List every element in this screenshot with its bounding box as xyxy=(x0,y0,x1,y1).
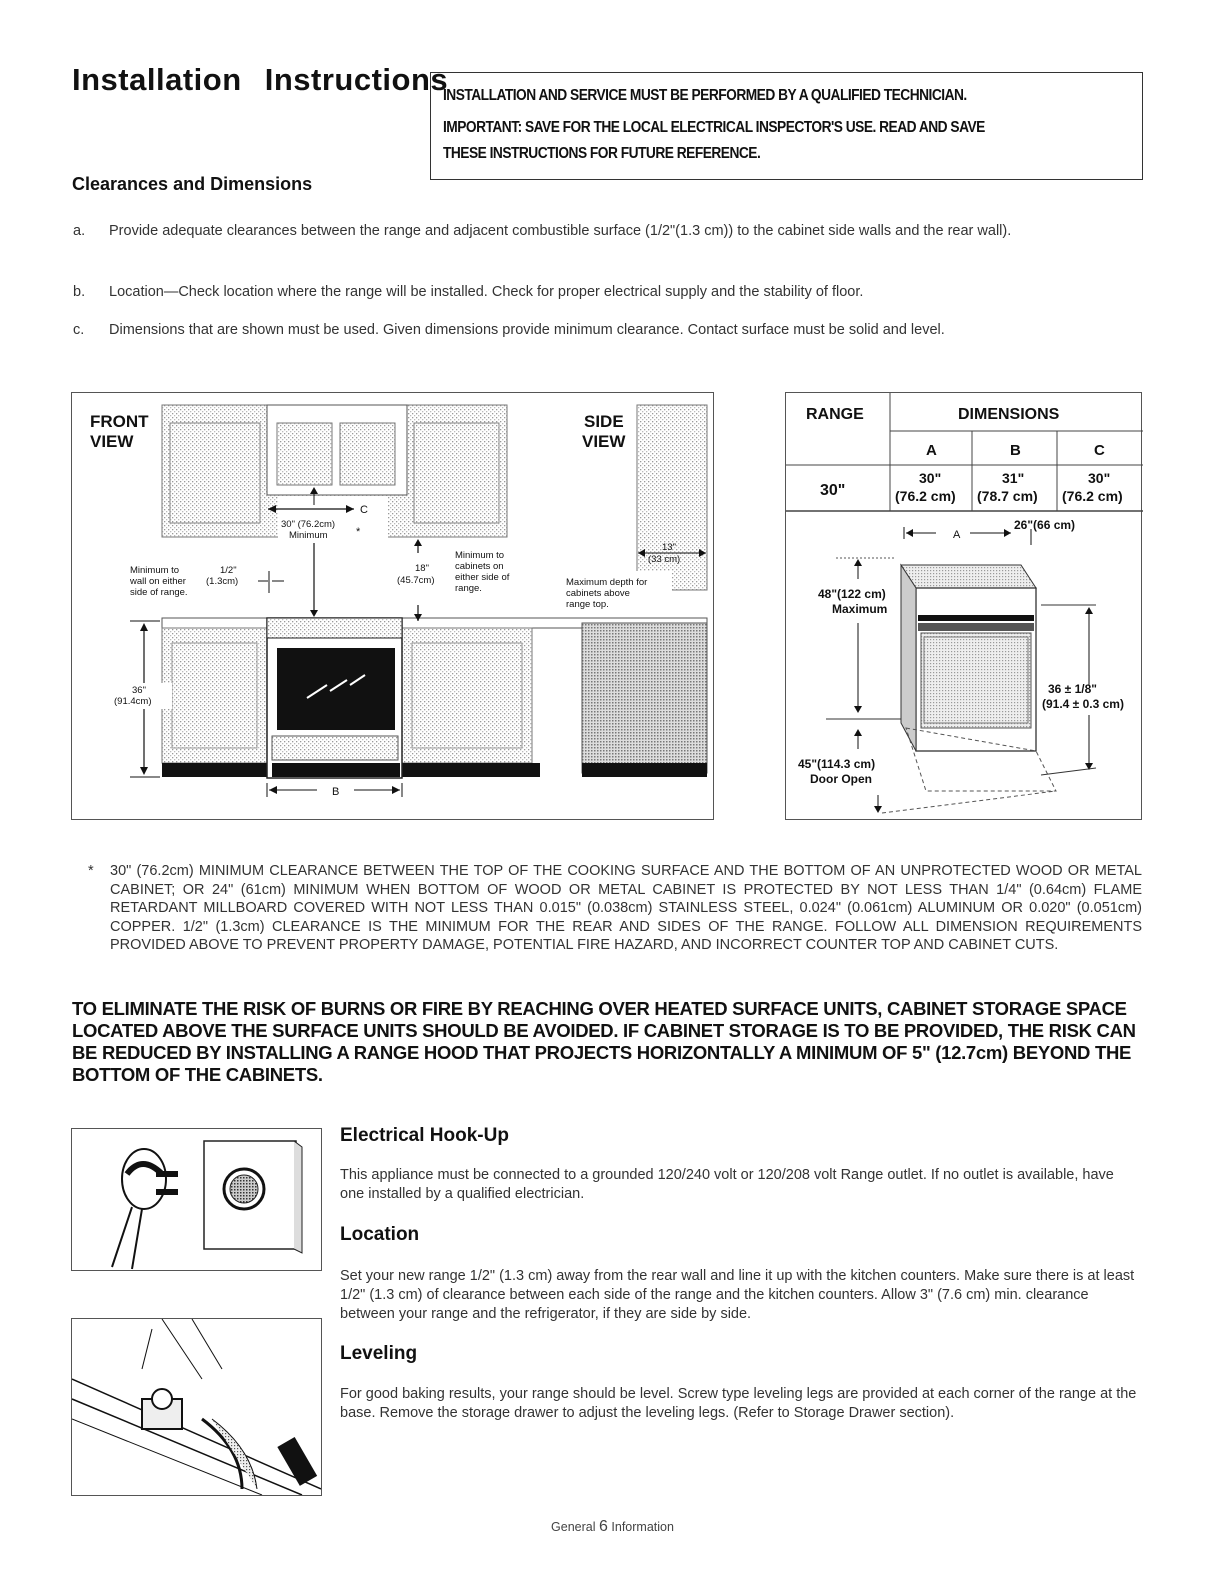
min-cabinets-line: Minimum to xyxy=(455,550,505,561)
location-text: Set your new range 1/2" (1.3 cm) away from the rear wall and line it up with the kitchen counters. Make sure there is at least 1/2" (1.3 cm) of clearance between each side of the range and the kitchen counters. Allow 3" (7.6 cm) min. clearance between your range and the refrigerator, if they are side by side. xyxy=(340,1268,1135,1322)
list-text: Dimensions that are shown must be used. Given dimensions provide minimum clearance. Contact surface must be solid and level. xyxy=(109,322,945,338)
side-range xyxy=(582,623,707,773)
location-heading: Location xyxy=(340,1224,420,1245)
height-36-line: (91.4 ± 0.3 cm) xyxy=(1042,697,1124,711)
value-c-inch: 30" xyxy=(1088,470,1111,486)
min-cabinets-line: range. xyxy=(455,583,482,594)
section-heading: Clearances and Dimensions xyxy=(72,174,313,194)
notice-line: THESE INSTRUCTIONS FOR FUTURE REFERENCE. xyxy=(443,145,761,162)
plug-outlet-icon xyxy=(72,1129,321,1270)
leveling-image xyxy=(71,1318,322,1496)
page-number: 6 xyxy=(599,1518,608,1535)
asterisk: * xyxy=(356,526,361,538)
notice-line: IMPORTANT: SAVE FOR THE LOCAL ELECTRICAL INSPECTOR'S USE. READ AND SAVE xyxy=(443,119,985,136)
electrical-text: This appliance must be connected to a grounded 120/240 volt or 120/208 volt Range outlet. If no outlet is available, have one installed by a qualified electrician. xyxy=(340,1167,1114,1202)
footnote-text: 30" (76.2cm) MINIMUM CLEARANCE BETWEEN THE TOP OF THE COOKING SURFACE AND THE BOTTOM OF AN UNPROTECTED WOOD OR METAL CABINET; OR 24" (61cm) MINIMUM WHEN BOTTOM OF WOOD OR METAL CABINET IS PROTECTED BY NOT LESS THAN 1/4" (0.64cm) FLAME RETARDANT MILLBOARD COVERED WITH NOT LESS THAN 0.015" (0.038cm) STAINLESS STEEL, 0.024" (0.061cm) ALUMINUM OR 0.020" (0.051cm) COPPER. 1/2" (1.3cm) CLEARANCE IS THE MINIMUM FOR THE REAR AND SIDES OF THE RANGE. FOLLOW ALL DIMENSION REQUIREMENTS PROVIDED ABOVE TO PREVENT PROPERTY DAMAGE, POTENTIAL FIRE HAZARD, AND INCORRECT COUNTER TOP AND CABINET CUTS. xyxy=(110,863,1142,953)
sub-header-c: C xyxy=(1094,442,1105,459)
warning-text: TO ELIMINATE THE RISK OF BURNS OR FIRE BY REACHING OVER HEATED SURFACE UNITS, CABINET STORAGE SPACE LOCATED ABOVE THE SURFACE UNITS SHOULD BE AVOIDED. IF CABINET STORAGE IS TO BE PROVIDED, THE RISK CAN BE REDUCED BY INSTALLING A RANGE HOOD THAT PROJECTS HORIZONTALLY A MINIMUM OF 5" (12.7cm) BEYOND THE BOTTOM OF THE CABINETS. xyxy=(72,998,1136,1085)
lower-cabinet-right xyxy=(402,628,532,763)
thirty-six-line: (91.4cm) xyxy=(114,696,152,707)
list-label: a. xyxy=(73,223,86,239)
row-range-value: 30" xyxy=(820,482,846,499)
side-view-label xyxy=(582,412,626,451)
clearance-diagram xyxy=(71,392,714,820)
value-a-inch: 30" xyxy=(919,470,942,486)
footnote xyxy=(88,862,1143,982)
list-text: Location—Check location where the range will be installed. Check for proper electrical supply and the stability of floor. xyxy=(109,284,864,300)
list-label: b. xyxy=(73,284,86,300)
half-inch-line: (1.3cm) xyxy=(206,576,239,587)
min-cabinets-line: either side of xyxy=(455,572,510,583)
electrical-heading: Electrical Hook-Up xyxy=(340,1125,509,1146)
eighteen-line: 18" xyxy=(415,563,429,574)
leveling-heading: Leveling xyxy=(340,1343,418,1364)
range-drawing xyxy=(901,565,1056,791)
max-depth-line: range top. xyxy=(566,599,609,610)
outlet-image xyxy=(71,1128,322,1271)
dimensions-svg xyxy=(786,393,1143,821)
half-inch-line: 1/2" xyxy=(220,565,237,576)
col-dims-header: DIMENSIONS xyxy=(958,406,1060,423)
a-label: A xyxy=(953,529,961,541)
thirteen-line: 13" xyxy=(662,542,676,553)
leveling-leg-icon xyxy=(72,1319,321,1495)
clearance-diagram-svg xyxy=(72,393,715,821)
height-max-line: Maximum xyxy=(832,602,888,616)
value-b-cm: (78.7 cm) xyxy=(977,488,1038,504)
c-label: C xyxy=(360,504,368,516)
dimensions-table xyxy=(785,392,1142,820)
front-view-line: FRONT xyxy=(90,412,149,431)
leveling-text: For good baking results, your range should be level. Screw type leveling legs are provided at each corner of the range at the base. Remove the storage drawer to adjust the leveling legs. (Refer to Storage Drawer section). xyxy=(340,1386,1137,1421)
list-item xyxy=(73,222,1143,262)
oven-window xyxy=(277,648,395,730)
max-depth-line: Maximum depth for xyxy=(566,577,648,588)
min-wall-line: wall on either xyxy=(130,576,186,587)
front-view-label xyxy=(90,412,149,451)
list-item xyxy=(73,321,1143,341)
lower-cabinet-left xyxy=(162,628,267,763)
min-wall-line: Minimum to xyxy=(130,565,180,576)
height-max-line: 48"(122 cm) xyxy=(818,587,886,601)
max-depth-line: cabinets above xyxy=(566,588,630,599)
side-view-line: SIDE xyxy=(584,412,624,431)
min-wall-line: side of range. xyxy=(130,587,188,598)
height-36-line: 36 ± 1/8" xyxy=(1048,682,1097,696)
eighteen-line: (45.7cm) xyxy=(397,575,435,586)
min-cabinets-line: cabinets on xyxy=(455,561,504,572)
notice-box xyxy=(430,72,1143,180)
front-view-line: VIEW xyxy=(90,432,134,451)
c-value-line: 30" (76.2cm) xyxy=(281,519,336,530)
door-open-line: Door Open xyxy=(810,772,872,786)
depth-label: 26"(66 cm) xyxy=(1014,518,1076,532)
footnote-marker: * xyxy=(88,863,94,879)
thirteen-line: (33 cm) xyxy=(648,554,681,565)
footer-left: General xyxy=(551,1520,596,1534)
value-b-inch: 31" xyxy=(1002,470,1025,486)
page-footer xyxy=(0,1518,1225,1536)
door-open-line: 45"(114.3 cm) xyxy=(798,757,876,771)
side-view-line: VIEW xyxy=(582,432,626,451)
c-value-line: Minimum xyxy=(289,530,328,541)
sub-header-a: A xyxy=(926,442,937,459)
list-text: Provide adequate clearances between the range and adjacent combustible surface (1/2"(1.3 cm)) to the cabinet side walls and the rear wall). xyxy=(109,223,1012,239)
list-item xyxy=(73,283,1143,303)
footer-right: Information xyxy=(611,1520,674,1534)
sub-header-b: B xyxy=(1010,442,1021,459)
value-a-cm: (76.2 cm) xyxy=(895,488,956,504)
value-c-cm: (76.2 cm) xyxy=(1062,488,1123,504)
col-range-header: RANGE xyxy=(806,406,864,423)
list-label: c. xyxy=(73,322,85,338)
thirty-six-line: 36" xyxy=(132,685,146,696)
page-title: Installation Instructions xyxy=(72,62,449,97)
notice-line: INSTALLATION AND SERVICE MUST BE PERFORMED BY A QUALIFIED TECHNICIAN. xyxy=(443,87,967,104)
b-label: B xyxy=(332,786,340,798)
